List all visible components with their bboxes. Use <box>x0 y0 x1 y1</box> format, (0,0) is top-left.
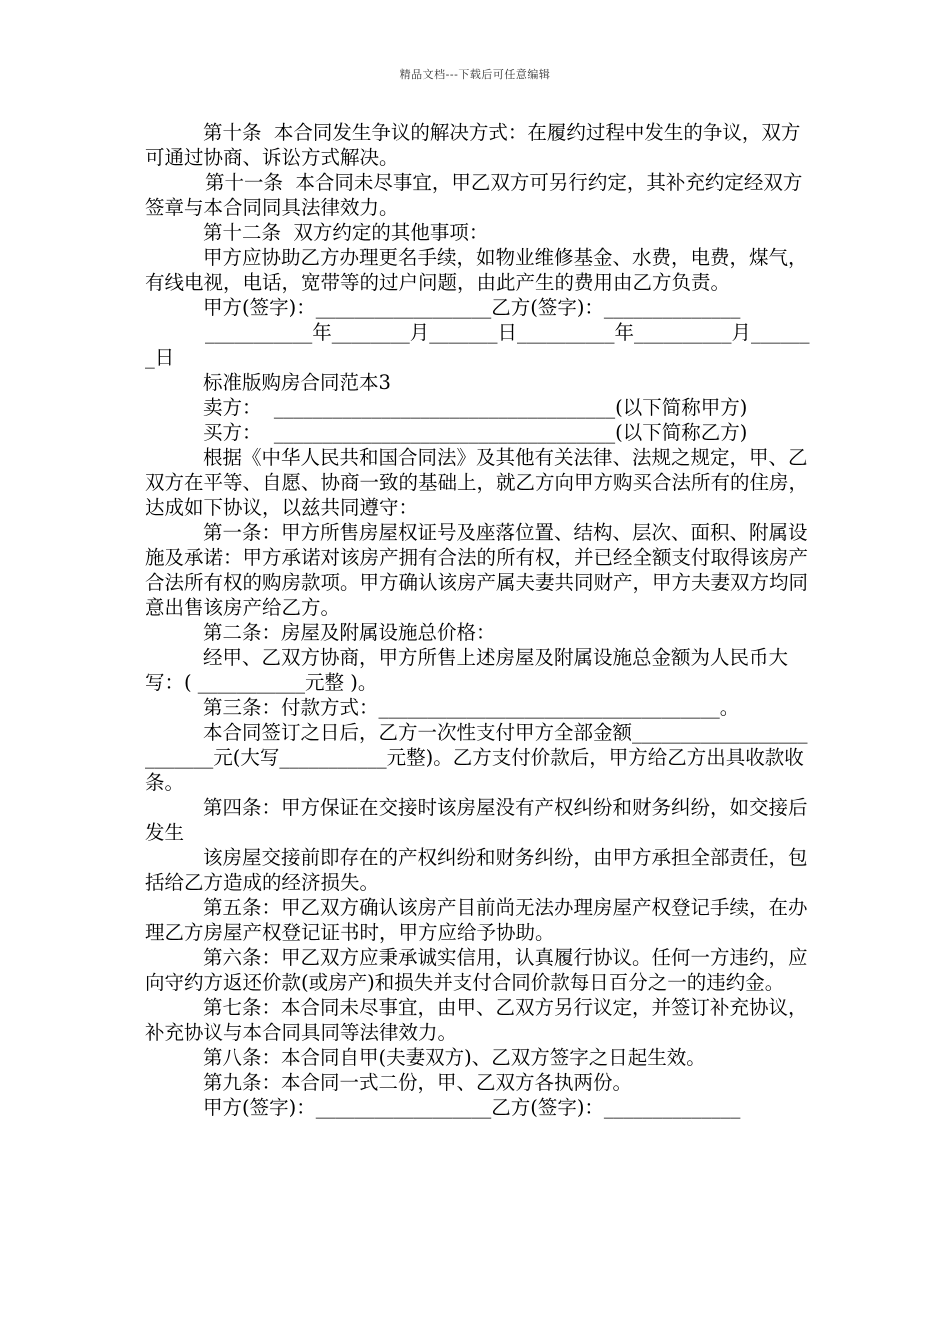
article-1: 第一条：甲方所售房屋权证号及座落位置、结构、层次、面积、附属设施及承诺：甲方承诺对该房产拥有合法的所有权，并已经全额支付取得该房产合法所有权的购房款项。甲方确认该房产属夫妻共同财产，甲方夫妻双方均同意出售该房产给乙方。 <box>145 521 809 619</box>
page-header: 精品文档---下载后可任意编辑 <box>399 68 551 81</box>
signature-line-1: 甲方(签字)：__________________乙方(签字)：______________ <box>203 296 741 319</box>
article-8: 第八条：本合同自甲(夫妻双方)、乙双方签字之日起生效。 <box>203 1046 706 1069</box>
article-6: 第六条：甲乙双方应秉承诚实信用，认真履行协议。任何一方违约，应向守约方返还价款(或房产)和损失并支付合同价款每日百分之一的违约金。 <box>145 946 808 994</box>
article-3-title: 第三条：付款方式：___________________________________。 <box>203 696 740 719</box>
article-5: 第五条：甲乙双方确认该房产目前尚无法办理房屋产权登记手续，在办理乙方房屋产权登记证书时，甲方应给予协助。 <box>145 896 808 944</box>
clause-11: 第十一条 本合同未尽事宜，甲乙双方可另行约定，其补充约定经双方签章与本合同同具法律效力。 <box>145 171 803 219</box>
preamble: 根据《中华人民共和国合同法》及其他有关法律、法规之规定，甲、乙双方在平等、自愿、协商一致的基础上，就乙方向甲方购买合法所有的住房，达成如下协议，以兹共同遵守： <box>145 446 809 519</box>
article-2-title: 第二条：房屋及附属设施总价格： <box>203 621 496 644</box>
date-line-1: ___________年________月_______日__________年__________月_______日 <box>145 321 810 369</box>
seller-line: 卖方： ___________________________________(以下简称甲方) <box>203 396 748 419</box>
clause-12-title: 第十二条 双方约定的其他事项： <box>203 221 489 244</box>
article-4-content: 该房屋交接前即存在的产权纠纷和财务纠纷，由甲方承担全部责任，包括给乙方造成的经济损失。 <box>145 846 808 894</box>
contract-body <box>145 120 813 1120</box>
clause-12-content: 甲方应协助乙方办理更名手续，如物业维修基金、水费，电费，煤气，有线电视，电话，宽带等的过户问题，由此产生的费用由乙方负责。 <box>145 246 808 294</box>
article-9: 第九条：本合同一式二份，甲、乙双方各执两份。 <box>203 1071 633 1094</box>
signature-line-2: 甲方(签字)：__________________乙方(签字)：______________ <box>203 1096 741 1119</box>
clause-10: 第十条 本合同发生争议的解决方式：在履约过程中发生的争议，双方可通过协商、诉讼方式解决。 <box>145 121 801 169</box>
article-7: 第七条：本合同未尽事宜，由甲、乙双方另行议定，并签订补充协议，补充协议与本合同具同等法律效力。 <box>145 996 808 1044</box>
buyer-line: 买方： ___________________________________(以下简称乙方) <box>203 421 748 444</box>
article-4-title: 第四条：甲方保证在交接时该房屋没有产权纠纷和财务纠纷，如交接后发生 <box>145 796 808 844</box>
article-3-content: 本合同签订之日后，乙方一次性支付甲方全部金额_________________________元(大写___________元整)。乙方支付价款后，甲方给乙方出具收款收条。 <box>145 721 808 794</box>
section-title: 标准版购房合同范本3 <box>203 371 391 394</box>
article-2-content: 经甲、乙双方协商，甲方所售上述房屋及附属设施总金额为人民币大写：( ___________元整 )。 <box>145 646 789 694</box>
